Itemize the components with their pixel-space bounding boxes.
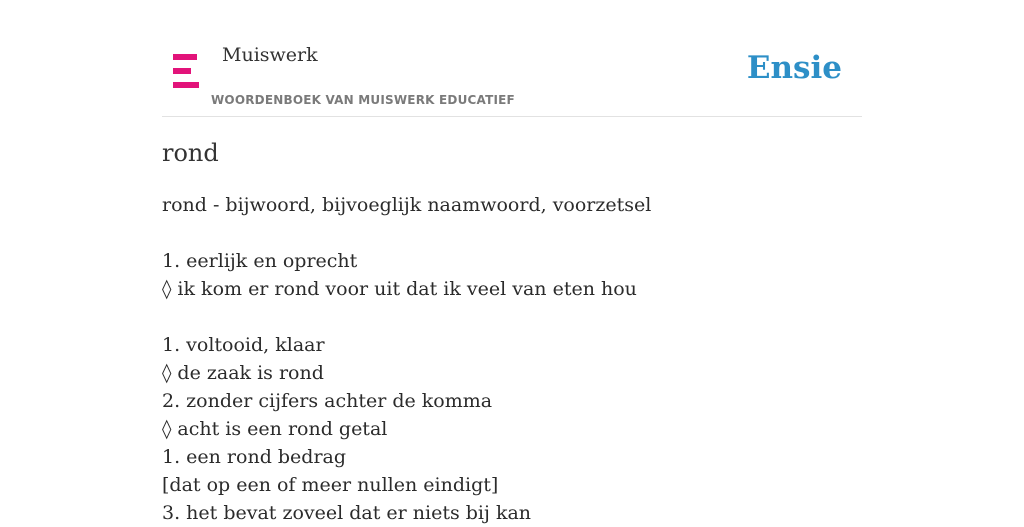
entry-body [162,191,651,527]
entry-line: ◊ acht is een rond getal [162,418,388,440]
entry-line: 1. eerlijk en oprecht [162,250,358,272]
entry-line: ◊ ik kom er rond voor uit dat ik veel van eten hou [162,278,637,300]
entry-headword: rond [162,139,219,167]
entry-line: 3. het bevat zoveel dat er niets bij kan [162,502,532,524]
muiswerk-logo-icon[interactable] [173,54,201,88]
page-container [162,0,862,524]
entry-line: [dat op een of meer nullen eindigt] [162,474,499,496]
page-header [162,0,862,117]
entry-line: 1. voltooid, klaar [162,334,325,356]
entry-line: 2. zonder cijfers achter de komma [162,390,493,412]
entry-line: 1. een rond bedrag [162,446,347,468]
entry-line-blank [162,219,651,247]
entry-line: ◊ de zaak is rond [162,362,324,384]
ensie-logo[interactable]: Ensie [746,50,842,86]
source-subtitle: WOORDENBOEK VAN MUISWERK EDUCATIEF [211,93,515,107]
entry-line-blank [162,303,651,331]
entry-line: rond - bijwoord, bijvoeglijk naamwoord, voorzetsel [162,194,652,216]
source-title[interactable]: Muiswerk [222,44,318,66]
